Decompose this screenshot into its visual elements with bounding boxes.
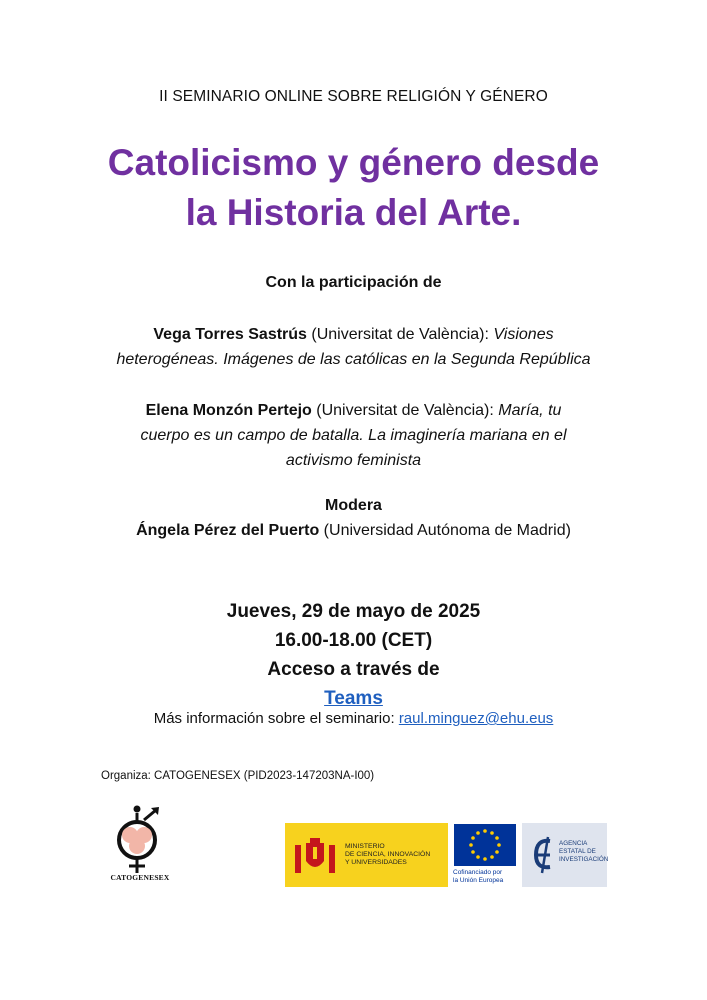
coat-of-arms-icon bbox=[293, 835, 337, 877]
page-title bbox=[0, 138, 707, 238]
speaker-2-affiliation: (Universitat de València): bbox=[311, 402, 499, 419]
eu-logo bbox=[453, 823, 517, 887]
speaker-1-talk-a: Visiones bbox=[493, 326, 554, 343]
logo-dot-icon bbox=[134, 806, 141, 813]
eu-stars-icon bbox=[454, 824, 516, 866]
info-text: Más información sobre el seminario: bbox=[153, 710, 399, 727]
ministerio-logo bbox=[285, 823, 448, 887]
male-arrow-icon bbox=[144, 810, 156, 820]
eu-flag bbox=[454, 824, 516, 866]
speaker-2-talk-a: María, tu bbox=[498, 402, 562, 419]
aei-line-1: AGENCIA bbox=[559, 840, 588, 847]
teams-link[interactable]: Teams bbox=[324, 688, 383, 709]
event-access-label: Acceso a través de bbox=[267, 659, 440, 680]
speaker-2-talk-b: cuerpo es un campo de batalla. La imaginería mariana en el bbox=[140, 427, 567, 444]
event-access bbox=[0, 655, 707, 713]
logo-lobe-icon bbox=[129, 838, 145, 854]
aei-logo bbox=[522, 823, 607, 887]
info-line bbox=[0, 710, 707, 727]
seminar-subtitle: II SEMINARIO ONLINE SOBRE RELIGIÓN Y GÉNERO bbox=[159, 88, 548, 105]
title-line-1: Catolicismo y género desde bbox=[107, 142, 600, 183]
ministerio-line-1: MINISTERIO bbox=[345, 843, 385, 850]
title-line-2: la Historia del Arte. bbox=[185, 192, 522, 233]
speaker-1 bbox=[0, 322, 707, 372]
speaker-2-name: Elena Monzón Pertejo bbox=[145, 402, 312, 419]
ministerio-line-2: DE CIENCIA, INNOVACIÓN bbox=[345, 851, 431, 858]
aei-line-2: ESTATAL DE bbox=[559, 848, 596, 855]
speaker-1-talk-b: heterogéneas. Imágenes de las católicas en la Segunda República bbox=[116, 351, 591, 368]
moderator-label: Modera bbox=[325, 497, 382, 514]
event-time: 16.00-18.00 (CET) bbox=[274, 630, 433, 651]
eu-caption-1: Cofinanciado por bbox=[453, 869, 503, 876]
participation-heading: Con la participación de bbox=[265, 274, 442, 291]
moderator-name: Ángela Pérez del Puerto bbox=[136, 522, 320, 539]
catogenesex-logo-text: CATOGENESEX bbox=[110, 873, 170, 882]
speaker-2 bbox=[0, 398, 707, 473]
event-date: Jueves, 29 de mayo de 2025 bbox=[226, 601, 481, 622]
ministerio-line-3: Y UNIVERSIDADES bbox=[345, 859, 407, 866]
moderator bbox=[0, 522, 707, 540]
organizer-credit: Organiza: CATOGENESEX (PID2023-147203NA-I00) bbox=[101, 770, 375, 782]
aei-emblem-icon bbox=[530, 835, 556, 875]
event-details bbox=[0, 597, 707, 713]
moderator-affiliation: (Universidad Autónoma de Madrid) bbox=[319, 522, 571, 539]
speaker-2-talk-c: activismo feminista bbox=[285, 452, 422, 469]
speaker-1-affiliation: (Universitat de València): bbox=[306, 326, 494, 343]
aei-line-3: INVESTIGACIÓN bbox=[559, 856, 609, 863]
eu-caption-2: la Unión Europea bbox=[453, 877, 504, 884]
speaker-1-name: Vega Torres Sastrús bbox=[153, 326, 307, 343]
email-link[interactable]: raul.minguez@ehu.eus bbox=[398, 710, 554, 727]
